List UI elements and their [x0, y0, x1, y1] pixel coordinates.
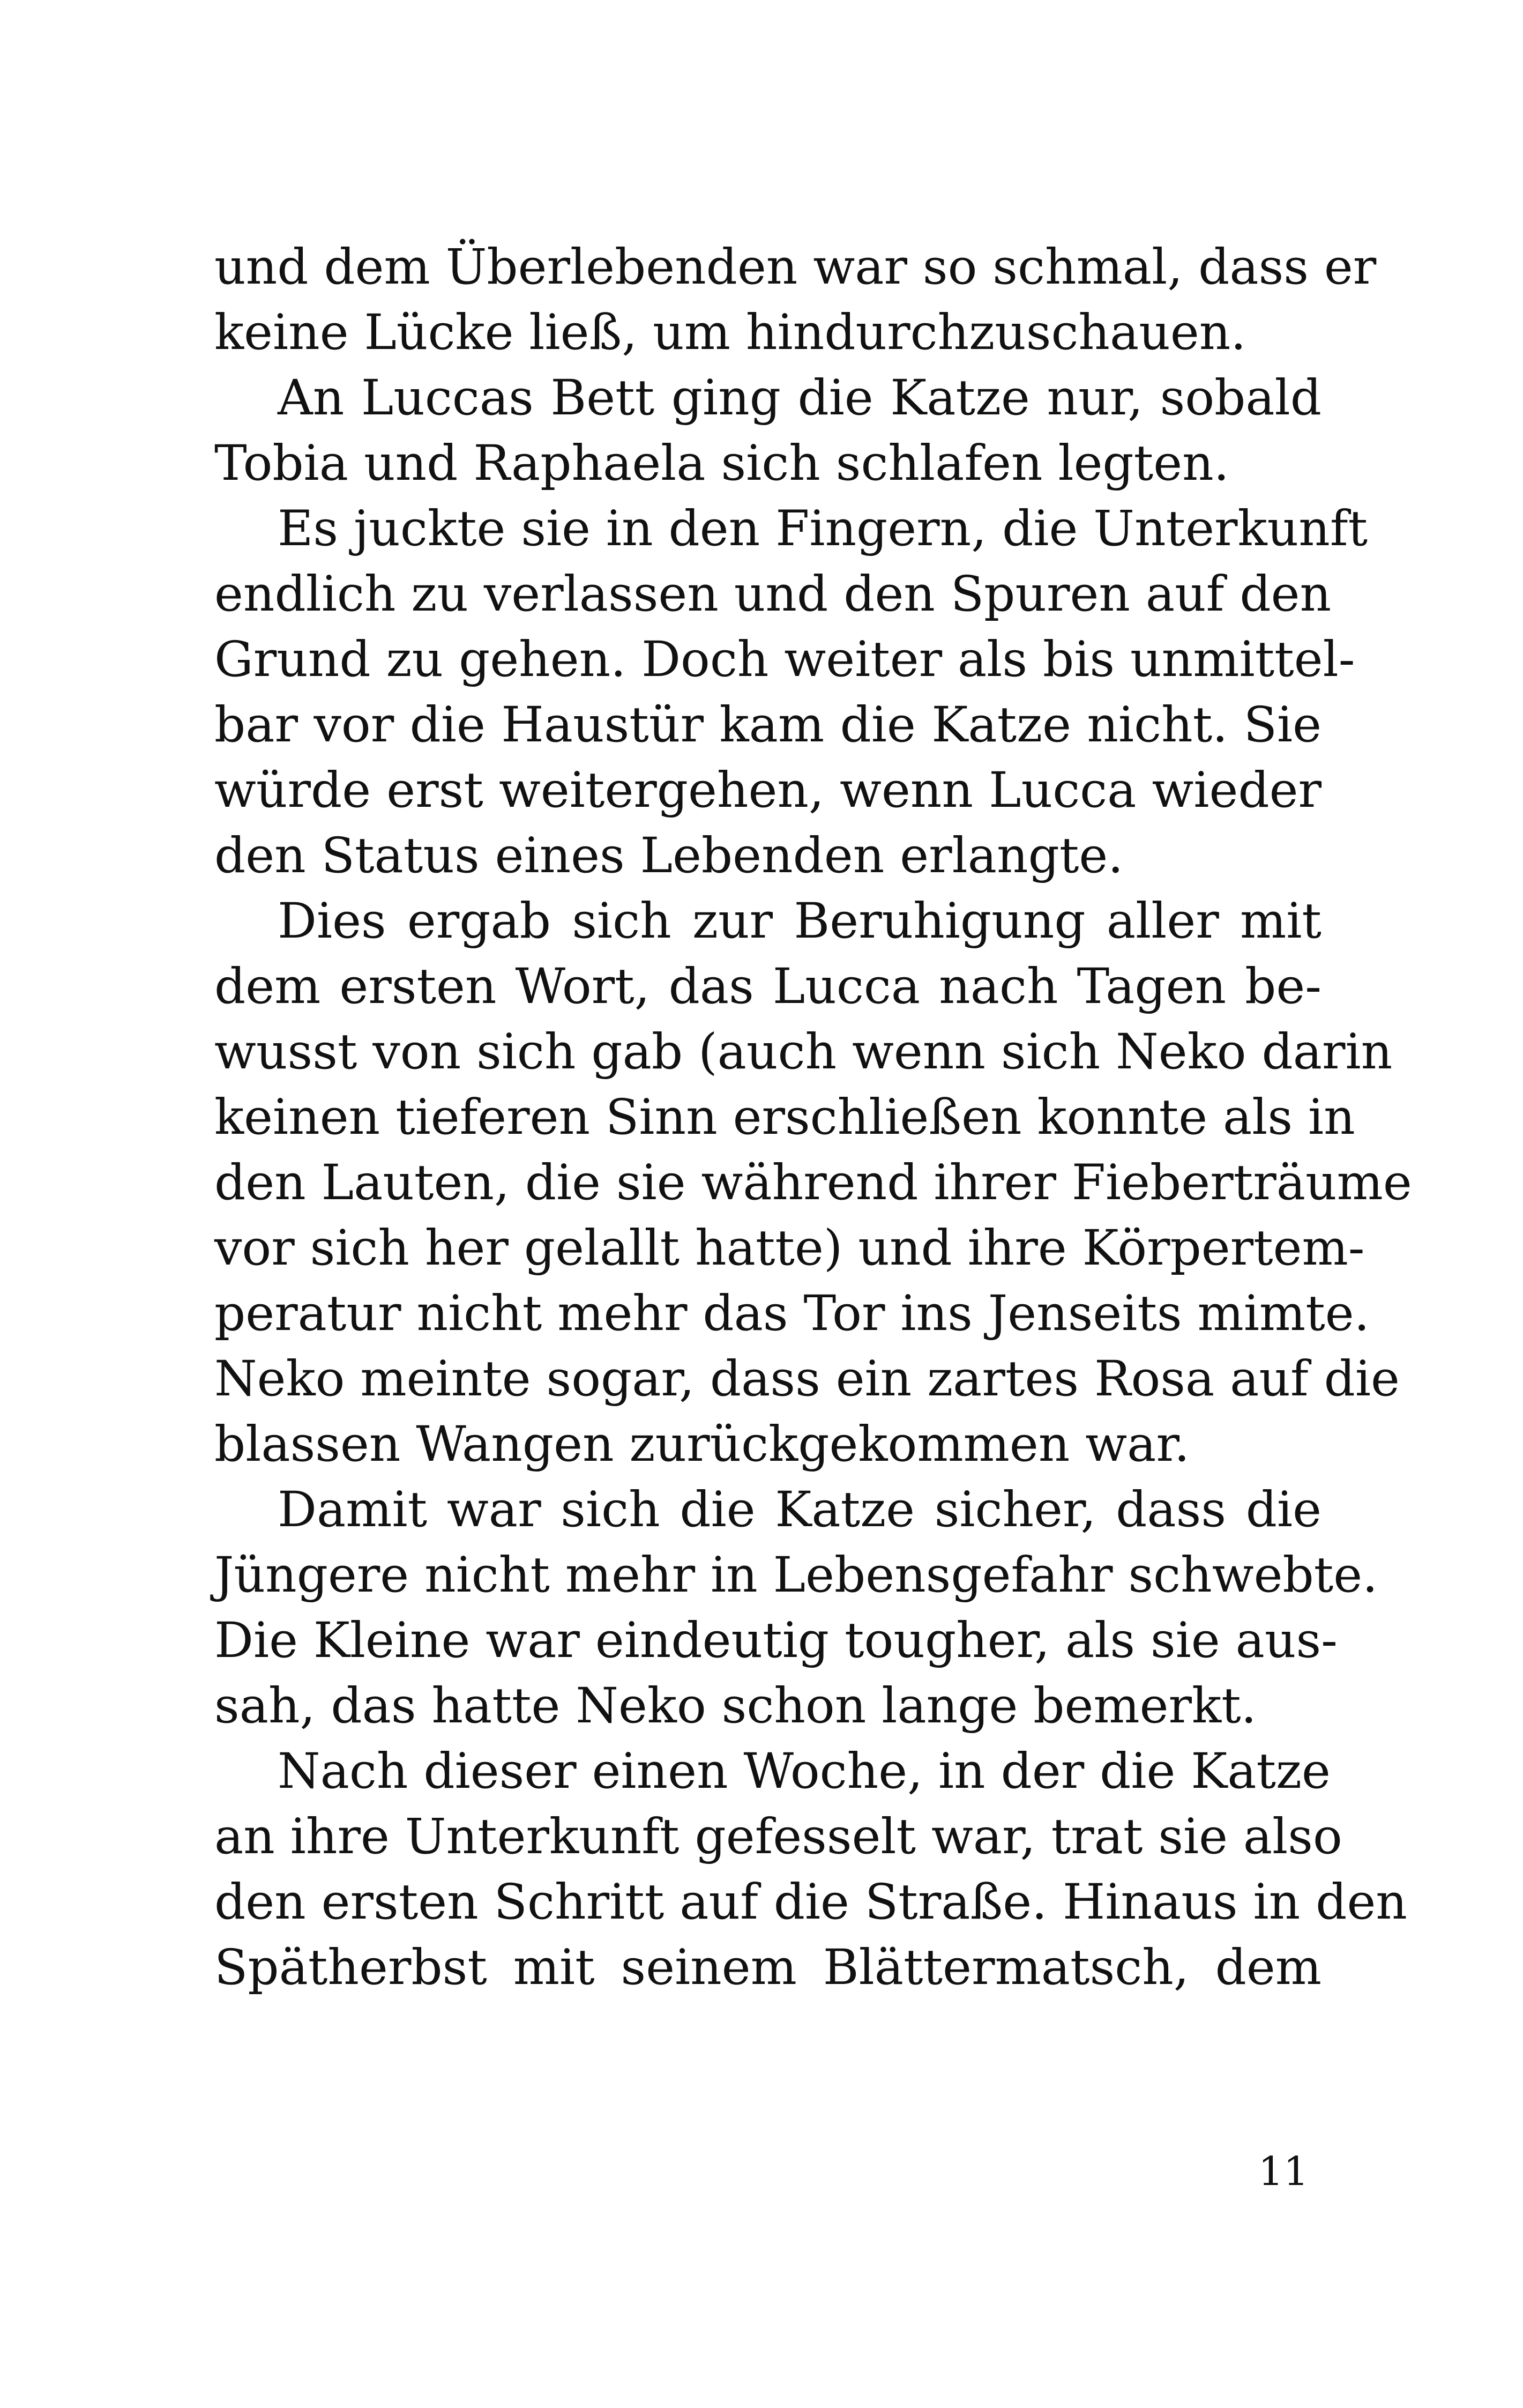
paragraph-2	[214, 366, 1322, 496]
text-line: An Luccas Bett ging die Katze nur, sobald	[278, 370, 1322, 426]
text-line: blassen Wangen zurückgekommen war.	[214, 1416, 1190, 1473]
text-line: den ersten Schritt auf die Straße. Hinaus in den	[214, 1874, 1407, 1930]
text-line: Dies ergab sich zur Beruhigung aller mit	[278, 893, 1322, 949]
paragraph-3	[214, 496, 1368, 889]
text-line: Tobia und Raphaela sich schlafen legten.	[214, 435, 1229, 492]
text-line: sah, das hatte Neko schon lange bemerkt.	[214, 1678, 1257, 1734]
text-line: wusst von sich gab (auch wenn sich Neko darin	[214, 1024, 1393, 1080]
text-line: Nach dieser einen Woche, in der die Katze	[278, 1743, 1331, 1800]
text-line: keine Lücke ließ, um hindurchzuschauen.	[214, 304, 1246, 361]
text-line: Jüngere nicht mehr in Lebensgefahr schwebte.	[214, 1547, 1378, 1603]
paragraph-1	[214, 235, 1377, 366]
text-line: bar vor die Haustür kam die Katze nicht. Sie	[214, 697, 1322, 753]
paragraph-5	[214, 1477, 1378, 1739]
text-line: vor sich her gelallt hatte) und ihre Körpertem-	[214, 1220, 1365, 1276]
text-line: Grund zu gehen. Doch weiter als bis unmittel-	[214, 631, 1355, 688]
text-line: Die Kleine war eindeutig tougher, als sie aus-	[214, 1612, 1338, 1669]
page-number: 11	[1258, 2149, 1309, 2195]
text-line: Spätherbst mit seinem Blättermatsch, dem	[214, 1939, 1322, 1996]
paragraph-6	[214, 1739, 1407, 2001]
text-line: an ihre Unterkunft gefesselt war, trat sie also	[214, 1809, 1342, 1865]
body-text	[214, 235, 1412, 2001]
text-line: Damit war sich die Katze sicher, dass die	[278, 1482, 1322, 1538]
text-line: dem ersten Wort, das Lucca nach Tagen be-	[214, 958, 1322, 1015]
text-line: würde erst weitergehen, wenn Lucca wieder	[214, 762, 1322, 819]
text-line: Es juckte sie in den Fingern, die Unterkunft	[278, 501, 1368, 557]
text-line: und dem Überlebenden war so schmal, dass er	[214, 239, 1377, 295]
text-line: endlich zu verlassen und den Spuren auf den	[214, 566, 1332, 622]
text-line: peratur nicht mehr das Tor ins Jenseits mimte.	[214, 1285, 1370, 1342]
paragraph-4	[214, 889, 1412, 1477]
text-line: den Lauten, die sie während ihrer Fieberträume	[214, 1155, 1412, 1211]
text-line: Neko meinte sogar, dass ein zartes Rosa auf die	[214, 1351, 1400, 1407]
text-line: keinen tieferen Sinn erschließen konnte als in	[214, 1089, 1355, 1146]
text-line: den Status eines Lebenden erlangte.	[214, 828, 1124, 884]
